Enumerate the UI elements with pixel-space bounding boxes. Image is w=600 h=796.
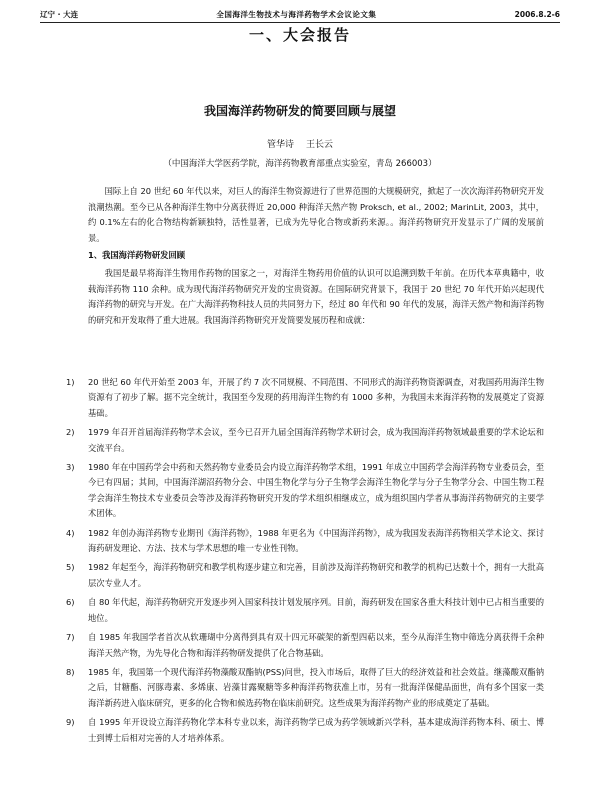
intro-paragraph: 我国是最早将海洋生物用作药物的国家之一，对海洋生物药用价值的认识可以追溯到数千年前。在历代本草典籍中，收载海洋药物 110 余种。成为现代海洋药物研究开发的宝贵资源。在国际研究背景下，我国于 20 世纪 70 年代开始兴起现代海洋药物的研究与开发。在广大海洋药物科技人员的共同努力下，经过 80 年代和 90 年代的发展，海洋天然产物和海洋药物的研究和开发取得了重大进展。我国海洋药物研究开发简要发展历程和成就： [88, 268, 544, 325]
list-item-number: 6) [66, 597, 75, 608]
list-item [66, 460, 544, 522]
list-item [66, 526, 544, 557]
list-item-text: 1982 年起至今，海洋药物研究和教学机构逐步建立和完善，目前涉及海洋药物研究和教学的机构已达数十个，拥有一大批高层次专业人才。 [88, 562, 544, 588]
list-item-number: 9) [66, 717, 75, 728]
list-item-number: 8) [66, 666, 75, 677]
list-item-number: 5) [66, 562, 75, 573]
list-item-text: 1979 年召开首届海洋药物学术会议，至今已召开九届全国海洋药物学术研讨会，成为我国海洋药物领域最重要的学术论坛和交流平台。 [88, 427, 544, 453]
abstract-paragraph: 国际上自 20 世纪 60 年代以来，对巨人的海洋生物资源进行了世界范围的大规模研究，掀起了一次次海洋药物研究开发浪潮热潮。至今已从各种海洋生物中分离获得近 20,000 种海洋天然产物 Proksch, et al., 2002; MarinLit, 2003，其中，约 0.1%左右的化合物结构新颖独特，活性显著，已成为先导化合物或新药来源。。海洋药物研究开发显示了广阔的发展前景。 [88, 186, 544, 243]
list-item [66, 595, 544, 626]
list-item-number: 7) [66, 632, 75, 643]
list-item [66, 665, 544, 711]
authors [0, 137, 600, 150]
affiliation: （中国海洋大学医药学院，海洋药物教育部重点实验室，青岛 266003） [163, 159, 437, 169]
intro [88, 266, 544, 328]
list-item-text: 20 世纪 60 年代开始至 2003 年，开展了约 7 次不同规模、不同范围、不同形式的海洋药物资源调查，对我国药用海洋生物资源有了初步了解。据不完全统计，我国至今发现的药用海洋生物约有 1000 多种，为我国未来海洋药物的发展奠定了资源基础。 [88, 377, 544, 418]
running-header [40, 6, 560, 23]
list-item [66, 425, 544, 456]
list-item-number: 2) [66, 427, 75, 438]
section-title: 一、大会报告 [248, 26, 351, 44]
list-item [66, 715, 544, 746]
section-heading: 1、我国海洋药物研发回顾 [88, 250, 186, 260]
header-proceedings-title: 全国海洋生物技术与海洋药物学术会议论文集 [216, 9, 377, 19]
list-item [66, 560, 544, 591]
list-item-text: 自 1985 年我国学者首次从软珊瑚中分离得到具有双十四元环碳架的新型四萜以来，至今从海洋生物中筛选分离获得千余种海洋天然产物，为先导化合物和海洋药物研发提供了化合物基础。 [88, 632, 544, 658]
header-date: 2006.8.2-6 [514, 9, 560, 19]
list-item-number: 3) [66, 462, 75, 473]
paper-title: 我国海洋药物研发的简要回顾与展望 [203, 104, 396, 118]
list-item-text: 自 1995 年开设设立海洋药物化学本科专业以来，海洋药物学已成为药学领域新兴学科，基本建成海洋药物本科、硕士、博士到博士后相对完善的人才培养体系。 [88, 717, 544, 743]
list-item-number: 4) [66, 527, 75, 538]
author-name: 王长云 [306, 140, 334, 150]
header-location: 辽宁 · 大连 [40, 9, 79, 19]
list-item-text: 1982 年创办海洋药物专业期刊《海洋药物》，1988 年更名为《中国海洋药物》，成为我国发表海洋药物相关学术论文、探讨海药研发理论、方法、技术与学术思想的唯一专业性刊物。 [88, 527, 544, 554]
list-item-number: 1) [66, 377, 75, 387]
author-name: 管华诗 [266, 140, 294, 150]
list-item [66, 630, 544, 661]
abstract [88, 184, 544, 246]
milestone-list [66, 375, 544, 750]
list-item-text: 1985 年，我国第一个现代海洋药物藻酸双酯钠(PSS)问世，投入市场后，取得了巨大的经济效益和社会效益。继藻酸双酯钠之后，甘糖酯、河豚毒素、多烯康、岩藻甘露聚糖等多种海洋药物获准上市，另有一批海洋保健品面世，尚有多个国家一类海洋新药进入临床研究，更多的化合物和候选药物在临床前研究。这些成果为海洋药物产业的形成奠定了基础。 [88, 666, 544, 708]
list-item-text: 1980 年在中国药学会中药和天然药物专业委员会内设立海洋药物学术组，1991 年成立中国药学会海洋药物专业委员会，至今已有四届；其间，中国海洋湖沼药物分会、中国生物化学与分子生物学会海洋生物化学与分子生物学分会、中国生物工程学会海洋生物技术专业委员会等涉及海洋药物研究开发的学术组织相继成立，成为组织国内学者从事海洋药物研究的主要学术团体。 [88, 462, 544, 519]
list-item [66, 375, 544, 421]
list-item-text: 自 80 年代起，海洋药物研究开发逐步列入国家科技计划发展序列。目前，海药研发在国家各重大科技计划中已占相当重要的地位。 [88, 597, 544, 623]
